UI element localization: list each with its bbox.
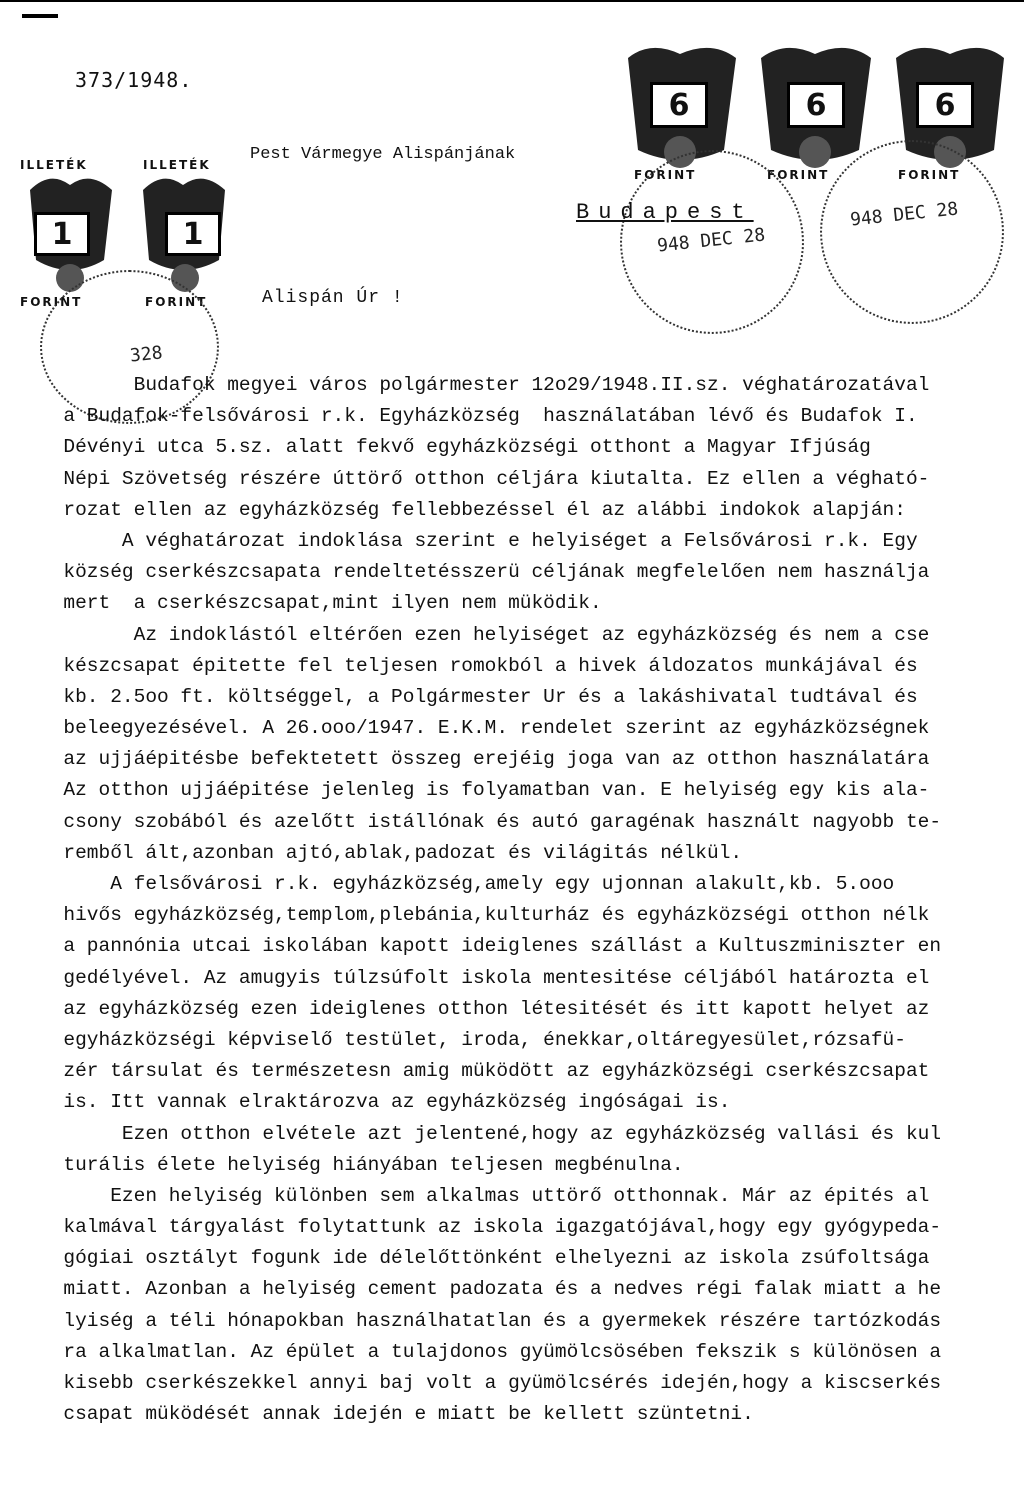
body-line: A felsővárosi r.k. egyházközség,amely egy ujonnan alakult,kb. 5.ooo	[40, 873, 895, 895]
stamp-caption-top: ILLETÉK	[20, 158, 88, 172]
body-line: lyiség a téli hónapokban használhatatlan és a gyermekek részére tartózkodás	[40, 1309, 942, 1332]
body-line: gógiai osztályt fogunk ide délelőttönként elhelyezni az iskola zsúfoltsága	[40, 1247, 930, 1270]
body-line: Ezen otthon elvétele azt jelentené,hogy az egyházközség vallási és kul	[40, 1122, 942, 1145]
postmark-date: 328	[128, 342, 164, 367]
stamp-value: 6	[787, 82, 845, 128]
stamp-caption-bottom: FORINT	[767, 168, 830, 182]
stamp-caption-bottom: FORINT	[145, 295, 208, 309]
body-line: turális élete helyiség hiányában teljesen megbénulna.	[40, 1153, 684, 1176]
top-border-line	[0, 0, 1024, 2]
body-line: mert a cserkészcsapat,mint ilyen nem müködik.	[40, 592, 602, 615]
body-line: remből ált,azonban ajtó,ablak,padozat és világitás nélkül.	[40, 841, 743, 864]
stamp-caption-bottom: FORINT	[634, 168, 697, 182]
place-line: Budapest	[576, 200, 754, 225]
body-line: az ujjáépitésbe befektetett összeg erejéig joga van az otthon használatára	[40, 748, 930, 771]
postmark-date: 948 DEC 28	[656, 224, 767, 257]
body-line: csapat müködését annak idején e miatt be kellett szüntetni.	[40, 1403, 754, 1426]
stamp-value: 6	[650, 82, 708, 128]
addressee-line: Pest Vármegye Alispánjának	[250, 145, 516, 164]
body-line: kb. 2.5oo ft. költséggel, a Polgármester Ur és a lakáshivatal tudtával és	[40, 685, 918, 708]
body-line: miatt. Azonban a helyiség cement padozata és a nedves régi falak miatt a he	[40, 1278, 942, 1301]
body-line: zér társulat és természetesn amig müködött az egyházközségi cserkészcsapat	[40, 1060, 930, 1083]
stamp-caption-top: ILLETÉK	[143, 158, 211, 172]
body-line: A véghatározat indoklása szerint e helyiséget a Felsővárosi r.k. Egy	[40, 529, 918, 552]
body-line: a Budafok-felsővárosi r.k. Egyházközség használatában lévő és Budafok I.	[40, 405, 918, 428]
body-line: csony szobából és azelőtt istállónak és autó garagénak használt nagyobb te-	[40, 810, 942, 833]
body-line: is. Itt vannak elraktározva az egyházközség ingóságai is.	[40, 1091, 731, 1114]
body-line: a pannónia utcai iskolában kapott ideiglenes szállást a Kultuszminiszter en	[40, 935, 942, 958]
postmark-circle	[620, 150, 804, 334]
body-line: Az indoklástól eltérően ezen helyiséget az egyházközség és nem a cse	[40, 623, 930, 646]
body-line: egyházközségi képviselő testület, iroda, énekkar,oltáregyesület,rózsafü-	[40, 1028, 906, 1051]
postmark-circle	[820, 140, 1004, 324]
body-line: Az otthon ujjáépitése jelenleg is folyamatban van. E helyiség egy kis ala-	[40, 779, 930, 802]
body-line: ra alkalmatlan. Az épület a tulajdonos gyümölcsösében fekszik s különösen a	[40, 1340, 942, 1363]
stamp-value: 6	[916, 82, 974, 128]
top-mark	[22, 14, 58, 18]
reference-number: 373/1948.	[75, 68, 193, 92]
postmark-date: 948 DEC 28	[849, 198, 960, 231]
body-line: rozat ellen az egyházközség fellebbezéssel él az alábbi indokok alapján:	[40, 498, 906, 521]
body-line: kisebb cserkészekkel annyi baj volt a gyümölcsérés idején,hogy a kiscserkés	[40, 1372, 942, 1394]
body-line: kalmával tárgyalást folytattunk az iskola igazgatójával,hogy egy gyógypeda-	[40, 1216, 942, 1239]
body-line: beleegyezésével. A 26.ooo/1947. E.K.M. rendelet szerint az egyházközségnek	[40, 717, 930, 740]
body-line: gedélyével. Az amugyis túlzsúfolt iskola mentesitése céljából határozta el	[40, 966, 930, 989]
body-line: hivős egyházközség,templom,plebánia,kulturház és egyházközségi otthon nélk	[40, 904, 930, 927]
letter-body	[40, 370, 1024, 1430]
body-line: Népi Szövetség részére úttörő otthon céljára kiutalta. Ez ellen a végható-	[40, 467, 930, 490]
salutation: Alispán Úr !	[262, 288, 404, 308]
body-line: az egyházközség ezen ideiglenes otthon létesitését és itt kapott helyet az	[40, 997, 930, 1020]
body-line: készcsapat épitette fel teljesen romokból a hivek áldozatos munkájával és	[40, 654, 918, 677]
stamp-caption-bottom: FORINT	[20, 295, 83, 309]
stamp-value: 1	[34, 212, 90, 256]
body-line: Budafok megyei város polgármester 12o29/1948.II.sz. véghatározatával	[40, 374, 930, 396]
body-line: község cserkészcsapata rendeltetésszerü céljának megfelelően nem használja	[40, 561, 930, 584]
stamp-value: 1	[165, 212, 221, 256]
stamp-caption-bottom: FORINT	[898, 168, 961, 182]
body-line: Dévényi utca 5.sz. alatt fekvő egyházközségi otthont a Magyar Ifjúság	[40, 436, 871, 459]
body-line: Ezen helyiség különben sem alkalmas uttörő otthonnak. Már az épités al	[40, 1184, 930, 1207]
